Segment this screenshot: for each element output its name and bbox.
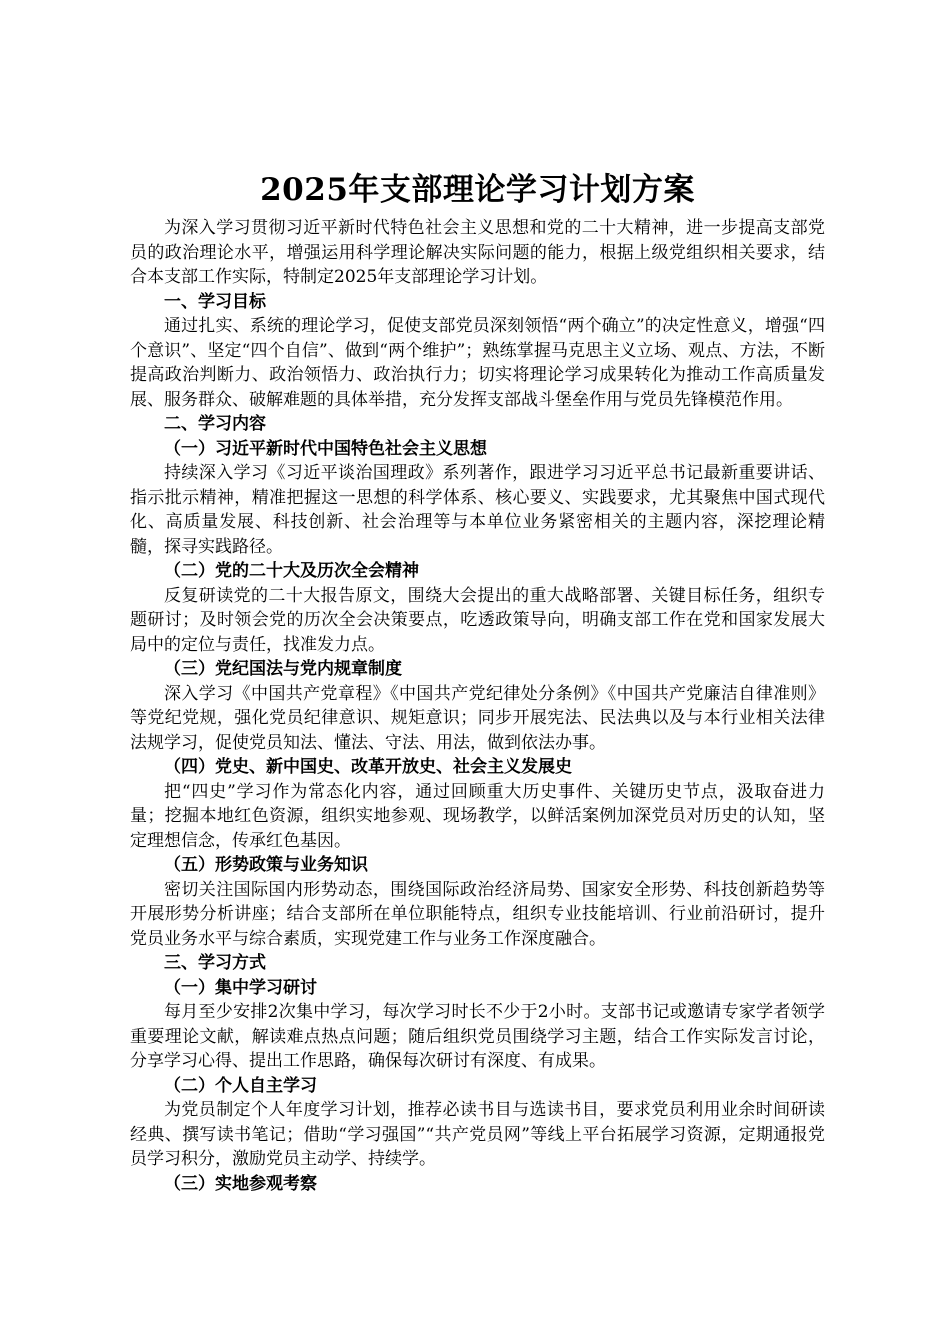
subsection-heading: （三）实地参观考察 <box>164 1173 317 1194</box>
section-heading-methods: 三、学习方式 <box>164 953 266 973</box>
section-heading-content: 二、学习内容 <box>164 414 266 434</box>
subsection-heading: （二）个人自主学习 <box>164 1075 317 1096</box>
intro-paragraph: 为深入学习贯彻习近平新时代特色社会主义思想和党的二十大精神，进一步提高支部党员的政治理论水平，增强运用科学理论解决实际问题的能力，根据上级党组织相关要求，结合本支部工作实际，特制定2025年支部理论学习计划。 <box>130 218 825 287</box>
subsection-paragraph: 反复研读党的二十大报告原文，围绕大会提出的重大战略部署、关键目标任务，组织专题研讨；及时领会党的历次全会决策要点，吃透政策导向，明确支部工作在党和国家发展大局中的定位与责任，找准发力点。 <box>130 585 825 655</box>
subsection-paragraph: 深入学习《中国共产党章程》《中国共产党纪律处分条例》《中国共产党廉洁自律准则》等党纪党规，强化党员纪律意识、规矩意识；同步开展宪法、民法典以及与本行业相关法律法规学习，促使党员知法、懂法、守法、用法，做到依法办事。 <box>130 683 825 753</box>
goals-paragraph: 通过扎实、系统的理论学习，促使支部党员深刻领悟“两个确立”的决定性意义，增强“四个意识”、坚定“四个自信”、做到“两个维护”；熟练掌握马克思主义立场、观点、方法，不断提高政治判断力、政治领悟力、政治执行力；切实将理论学习成果转化为推动工作高质量发展、服务群众、破解难题的具体举措，充分发挥支部战斗堡垒作用与党员先锋模范作用。 <box>130 316 825 410</box>
subsection-heading: （一）习近平新时代中国特色社会主义思想 <box>164 438 487 459</box>
subsection-heading: （一）集中学习研讨 <box>164 977 317 998</box>
subsection-paragraph: 密切关注国际国内形势动态，围绕国际政治经济局势、国家安全形势、科技创新趋势等开展形势分析讲座；结合支部所在单位职能特点，组织专业技能培训、行业前沿研讨，提升党员业务水平与综合素质，实现党建工作与业务工作深度融合。 <box>130 879 825 949</box>
subsection-paragraph: 每月至少安排2次集中学习，每次学习时长不少于2小时。支部书记或邀请专家学者领学重要理论文献，解读难点热点问题；随后组织党员围绕学习主题，结合工作实际发言讨论，分享学习心得、提出工作思路，确保每次研讨有深度、有成果。 <box>130 1002 825 1071</box>
subsection-paragraph: 把“四史”学习作为常态化内容，通过回顾重大历史事件、关键历史节点，汲取奋进力量；挖掘本地红色资源，组织实地参观、现场教学，以鲜活案例加深党员对历史的认知，坚定理想信念，传承红色基因。 <box>130 781 825 851</box>
document-body <box>130 168 825 1196</box>
subsection-paragraph: 为党员制定个人年度学习计划，推荐必读书目与选读书目，要求党员利用业余时间研读经典、撰写读书笔记；借助“学习强国”“共产党员网”等线上平台拓展学习资源，定期通报党员学习积分，激励党员主动学、持续学。 <box>130 1100 825 1169</box>
subsection-heading: （二）党的二十大及历次全会精神 <box>164 561 419 581</box>
subsection-heading: （五）形势政策与业务知识 <box>164 855 368 875</box>
subsection-heading: （四）党史、新中国史、改革开放史、社会主义发展史 <box>164 757 572 777</box>
document-title: 2025年支部理论学习计划方案 <box>260 172 695 208</box>
section-heading-goals: 一、学习目标 <box>164 291 266 312</box>
subsection-heading: （三）党纪国法与党内规章制度 <box>164 659 402 679</box>
subsection-paragraph: 持续深入学习《习近平谈治国理政》系列著作，跟进学习习近平总书记最新重要讲话、指示批示精神，精准把握这一思想的科学体系、核心要义、实践要求，尤其聚焦中国式现代化、高质量发展、科技创新、社会治理等与本单位业务紧密相关的主题内容，深挖理论精髓，探寻实践路径。 <box>130 463 825 557</box>
